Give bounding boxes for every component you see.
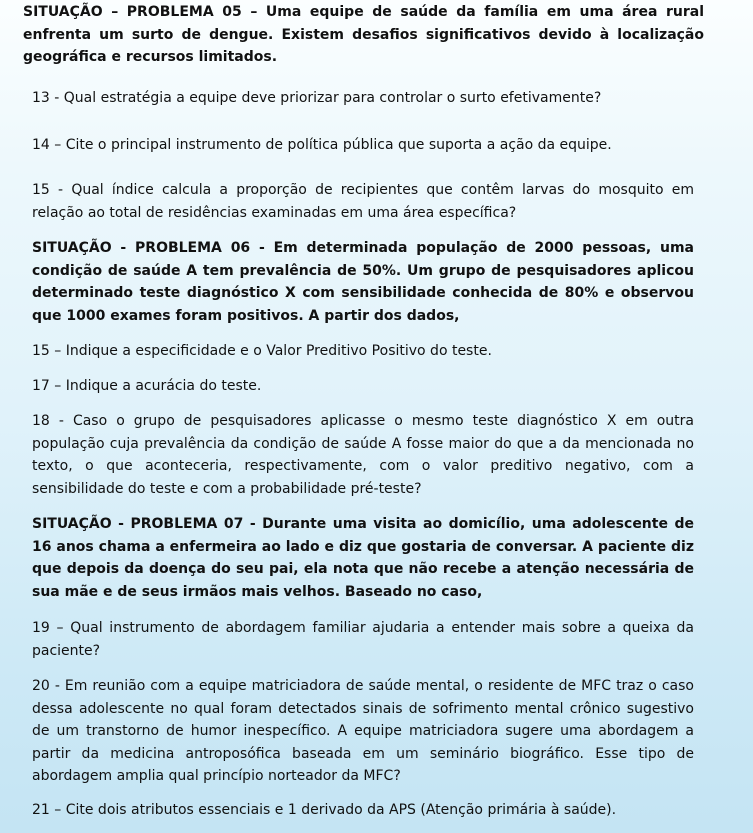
question-14: 14 – Cite o principal instrumento de política pública que suporta a ação da equipe. [32, 137, 612, 153]
question-15-index: 15 - Qual índice calcula a proporção de recipientes que contêm larvas do mosquito em relação ao total de residências examinadas em uma área específica? [32, 182, 694, 221]
question-15-specificity: 15 – Indique a especificidade e o Valor Preditivo Positivo do teste. [32, 343, 492, 359]
question-18: 18 - Caso o grupo de pesquisadores aplicasse o mesmo teste diagnóstico X em outra população cuja prevalência da condição de saúde A fosse maior do que a da mencionada no texto, o que aconteceria, respectivamente, com o valor preditivo negativo, com a sensibilidade do teste e com a probabilidade pré-teste? [32, 413, 694, 497]
question-19: 19 – Qual instrumento de abordagem familiar ajudaria a entender mais sobre a queixa da paciente? [32, 620, 694, 659]
problem-05-heading: SITUAÇÃO – PROBLEMA 05 – Uma equipe de saúde da família em uma área rural enfrenta um surto de dengue. Existem desafios significativos devido à localização geográfica e recursos limitados. [23, 4, 704, 66]
question-21: 21 – Cite dois atributos essenciais e 1 derivado da APS (Atenção primária à saúde). [32, 802, 617, 818]
problem-07-heading: SITUAÇÃO - PROBLEMA 07 - Durante uma visita ao domicílio, uma adolescente de 16 anos chama a enfermeira ao lado e diz que gostaria de conversar. A paciente diz que depois da doença do seu pai, ela nota que não recebe a atenção necessária de sua mãe e de seus irmãos mais velhos. Baseado no caso, [32, 516, 694, 600]
question-13: 13 - Qual estratégia a equipe deve priorizar para controlar o surto efetivamente? [32, 90, 602, 106]
question-20: 20 - Em reunião com a equipe matriciadora de saúde mental, o residente de MFC traz o caso dessa adolescente no qual foram detectados sinais de sofrimento mental crônico sugestivo de um transtorno de humor inespecífico. A equipe matriciadora sugere uma abordagem a partir da medicina antroposófica baseada em um seminário biográfico. Esse tipo de abordagem amplia qual princípio norteador da MFC? [32, 678, 694, 785]
question-17: 17 – Indique a acurácia do teste. [32, 378, 262, 394]
problem-06-heading: SITUAÇÃO - PROBLEMA 06 - Em determinada população de 2000 pessoas, uma condição de saúde A tem prevalência de 50%. Um grupo de pesquisadores aplicou determinado teste diagnóstico X com sensibilidade conhecida de 80% e observou que 1000 exames foram positivos. A partir dos dados, [32, 240, 694, 324]
